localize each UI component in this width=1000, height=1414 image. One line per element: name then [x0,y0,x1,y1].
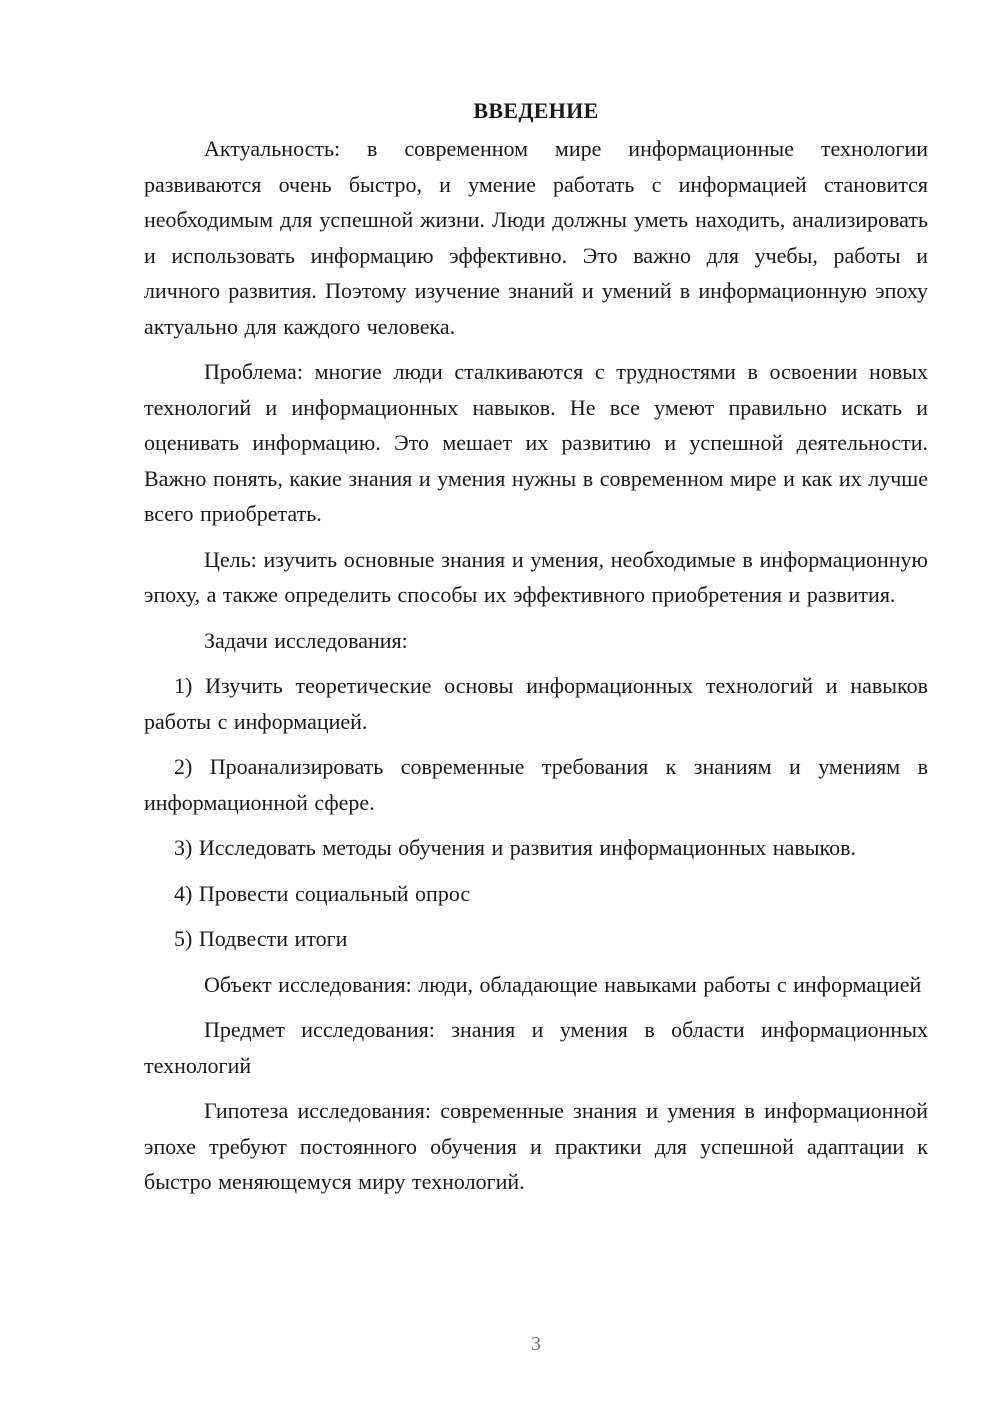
paragraph-object: Объект исследования: люди, обладающие навыками работы с информацией [204,971,922,997]
paragraph-tasks-heading: Задачи исследования: [204,627,408,653]
paragraph-goal: Цель: изучить основные знания и умения, необходимые в информационную эпоху, а также определить способы их эффективного приобретения и развития. [144,546,928,607]
paragraph-problem: Проблема: многие люди сталкиваются с трудностями в освоении новых технологий и информационных навыков. Не все умеют правильно искать и оценивать информацию. Это мешает их развитию и успешной деятельности. Важно понять, какие знания и умения нужны в современном мире и как их лучше всего приобретать. [144,359,928,526]
page-number: 3 [531,1333,541,1355]
task-item-2: 2) Проанализировать современные требования к знаниям и умениям в информационной сфере. [144,754,928,815]
task-item-3: 3) Исследовать методы обучения и развития информационных навыков. [174,835,856,860]
document-page [144,96,928,1210]
paragraph-relevance: Актуальность: в современном мире информационные технологии развиваются очень быстро, и умение работать с информацией становится необходимым для успешной жизни. Люди должны уметь находить, анализировать и использовать информацию эффективно. Это важно для учебы, работы и личного развития. Поэтому изучение знаний и умений в информационную эпоху актуально для каждого человека. [144,136,928,339]
paragraph-subject: Предмет исследования: знания и умения в области информационных технологий [144,1017,928,1078]
task-item-1: 1) Изучить теоретические основы информационных технологий и навыков работы с информацией. [144,673,928,734]
paragraph-hypothesis: Гипотеза исследования: современные знания и умения в информационной эпохе требуют постоянного обучения и практики для успешной адаптации к быстро меняющемуся миру технологий. [144,1098,928,1194]
task-item-4: 4) Провести социальный опрос [174,880,471,906]
task-item-5: 5) Подвести итоги [174,926,348,951]
page-title: ВВЕДЕНИЕ [473,98,599,123]
